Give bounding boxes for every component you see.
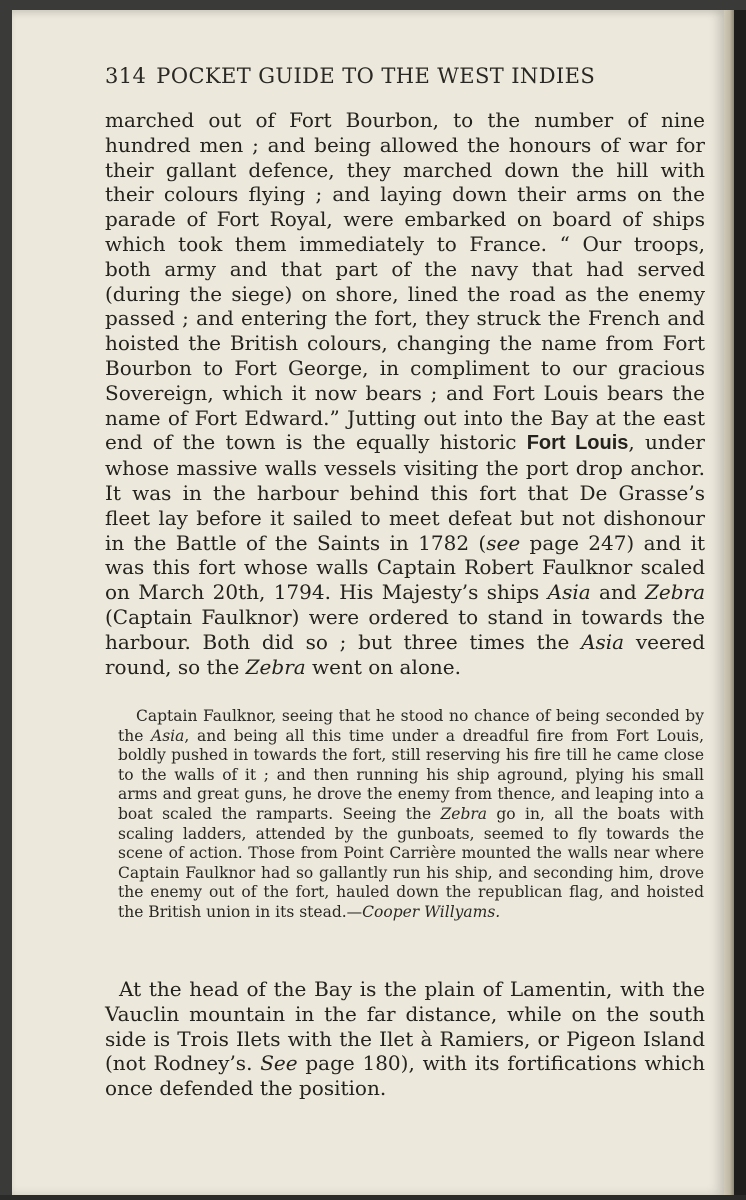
bottom-shadow — [0, 1195, 746, 1200]
text-run: go in, all the boats with scaling ladders, attended by the gunboats, seemed to fly towards the scene of action. Those from Point Carrière mounted the walls near where Captain Faulknor had so gallantly run his ship, and seconding him, drove the enemy out of the fort, hauled down the republican flag, and hoisted the British union in its stead.— — [118, 804, 705, 921]
text-run: went on alone. — [305, 654, 461, 679]
book-spine-shadow — [734, 10, 746, 1200]
bold-term: Fort Louis — [526, 432, 629, 455]
running-header — [105, 64, 705, 88]
main-paragraph — [105, 108, 705, 679]
page-number: 314 — [105, 64, 147, 88]
text-run: veered round, so the — [105, 629, 705, 679]
italic-see: See — [260, 1051, 298, 1076]
text-run: , under whose massive walls vessels visiting the port drop anchor. It was in the harbour behind this fort that De Grasse’s fleet lay before it sailed to meet defeat but not dishonour in the Battle of the Saints in 1782 ( — [105, 430, 705, 555]
italic-see: see — [486, 530, 521, 555]
page-edge — [724, 10, 734, 1195]
text-run: At the head of the Bay is the plain of Lamentin, with the Vauclin mountain in the far distance, while on the south side is Trois Ilets with the Ilet à Ramiers, or Pigeon Island (not Rodney’s. — [105, 977, 705, 1076]
text-run: , and being all this time under a dreadful fire from Fort Louis, boldly pushed in towards the fort, still reserving his fire till he came close to the walls of it ; and then running his ship aground, plying his small arms and great guns, he drove the enemy from thence, and leaping into a boat scaled the ramparts. Seeing the — [118, 726, 704, 823]
ship-name: Zebra — [245, 654, 306, 679]
ship-name: Zebra — [440, 804, 488, 823]
block-quote — [118, 707, 704, 923]
quote-author: Cooper Willyams. — [362, 902, 501, 921]
ship-name: Zebra — [644, 580, 705, 605]
ship-name: Asia — [151, 726, 185, 745]
ship-name: Asia — [581, 629, 625, 654]
text-run: Captain Faulknor, seeing that he stood no chance of being seconded by the — [118, 707, 704, 745]
ship-name: Asia — [547, 580, 591, 605]
closing-paragraph — [105, 977, 705, 1101]
text-run: marched out of Fort Bourbon, to the number of nine hundred men ; and being allowed the honours of war for their gallant defence, they marched down the hill with their colours flying ; and laying down their arms on the parade of Fort Royal, were embarked on board of ships which took them immediately to France. “ Our troops, both army and that part of the navy that had served (during the siege) on shore, lined the road as the enemy passed ; and entering the fort, they struck the French and hoisted the British colours, changing the name from Fort Bourbon to Fort George, in compliment to our gracious Sovereign, which it now bears ; and Fort Louis bears the name of Fort Edward.” Jutting out into the Bay at the east end of the town is the equally historic — [105, 108, 705, 455]
text-run: page 247) and it was this fort whose walls Captain Robert Faulknor scaled on March 20th, 1794. His Majesty’s ships — [105, 530, 705, 605]
text-run: and — [590, 580, 645, 605]
text-run: page 180), with its fortifications which once defended the position. — [105, 1051, 706, 1101]
text-run: (Captain Faulknor) were ordered to stand in towards the harbour. Both did so ; but three times the — [105, 604, 705, 654]
running-title: POCKET GUIDE TO THE WEST INDIES — [156, 64, 596, 88]
